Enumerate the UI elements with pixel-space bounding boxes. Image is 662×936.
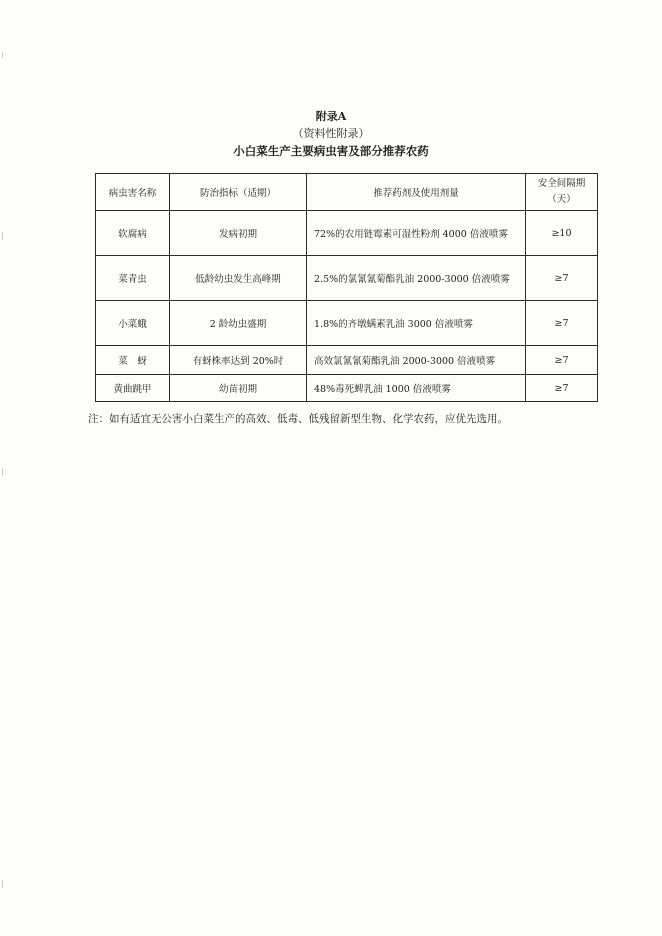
header-safety-interval-line2: （天） bbox=[547, 194, 576, 205]
table-row bbox=[96, 301, 598, 346]
cell-recommended-agent: 1.8%的齐墩螨素乳油 3000 倍液喷雾 bbox=[307, 301, 526, 346]
cell-safety-interval: ≥7 bbox=[526, 346, 598, 375]
cell-recommended-agent: 高效氯氰氰菊酯乳油 2000-3000 倍液喷雾 bbox=[307, 346, 526, 375]
header-recommended-agent: 推荐药剂及使用剂量 bbox=[307, 174, 526, 211]
cell-pest-name: 小菜蛾 bbox=[96, 301, 170, 346]
cell-control-period: 低龄幼虫发生高峰期 bbox=[170, 256, 307, 301]
appendix-label: 附录A bbox=[315, 110, 347, 123]
cell-control-period: 2 龄幼虫盛期 bbox=[170, 301, 307, 346]
table-header-row bbox=[96, 174, 598, 211]
header-safety-interval-line1: 安全间隔期 bbox=[537, 178, 586, 189]
cell-control-period: 幼苗初期 bbox=[170, 375, 307, 402]
cell-pest-name: 黄曲跳甲 bbox=[96, 375, 170, 402]
table-row bbox=[96, 256, 598, 301]
cell-control-period: 有蚜株率达到 20%时 bbox=[170, 346, 307, 375]
scan-edge-mark bbox=[2, 232, 3, 240]
cell-recommended-agent: 2.5%的氯氰氰菊酯乳油 2000-3000 倍液喷雾 bbox=[307, 256, 526, 301]
cell-pest-name: 软腐病 bbox=[96, 211, 170, 256]
table-row bbox=[96, 211, 598, 256]
scan-edge-mark bbox=[2, 468, 3, 476]
scan-edge-mark bbox=[2, 52, 3, 58]
cell-recommended-agent: 48%毒死蜱乳油 1000 倍液喷雾 bbox=[307, 375, 526, 402]
cell-recommended-agent: 72%的农用链霉素可湿性粉剂 4000 倍液喷雾 bbox=[307, 211, 526, 256]
scan-edge-mark bbox=[2, 880, 3, 888]
appendix-note: （资料性附录） bbox=[292, 127, 370, 140]
cell-pest-name: 菜 蚜 bbox=[96, 346, 170, 375]
cell-safety-interval: ≥10 bbox=[526, 211, 598, 256]
cell-pest-name: 菜青虫 bbox=[96, 256, 170, 301]
cell-safety-interval: ≥7 bbox=[526, 375, 598, 402]
cell-safety-interval: ≥7 bbox=[526, 256, 598, 301]
header-control-period: 防治指标（适期） bbox=[170, 174, 307, 211]
appendix-title: 小白菜生产主要病虫害及部分推荐农药 bbox=[233, 144, 429, 158]
cell-control-period: 发病初期 bbox=[170, 211, 307, 256]
header-pest-name: 病虫害名称 bbox=[96, 174, 170, 211]
table-row bbox=[96, 375, 598, 402]
header-safety-interval bbox=[526, 174, 598, 211]
cell-safety-interval: ≥7 bbox=[526, 301, 598, 346]
table-row bbox=[96, 346, 598, 375]
footnote: 注：如有适宜无公害小白菜生产的高效、低毒、低残留新型生物、化学农药，应优先选用。 bbox=[88, 413, 508, 425]
pest-table bbox=[95, 173, 598, 402]
